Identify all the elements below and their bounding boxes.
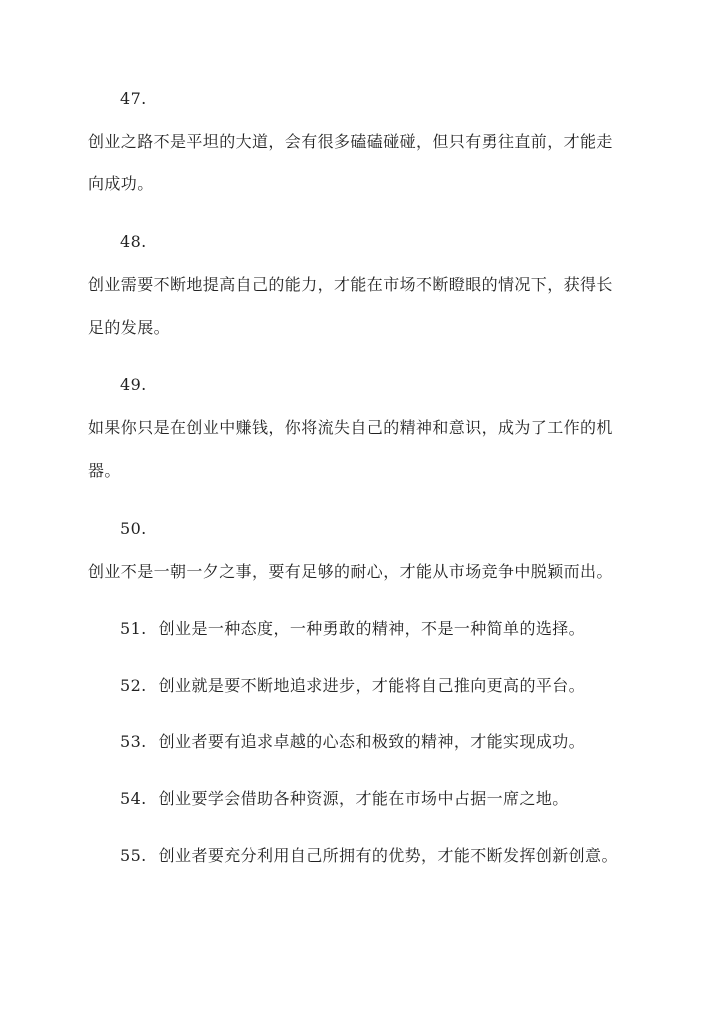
item-text: 创业是一种态度，一种勇敢的精神，不是一种简单的选择。: [158, 619, 586, 638]
list-item: [120, 618, 680, 640]
item-number: 48.: [120, 232, 147, 251]
item-number: 49.: [120, 375, 147, 394]
item-text: 创业就是要不断地追求进步，才能将自己推向更高的平台。: [158, 676, 586, 695]
list-item: [120, 731, 680, 753]
item-text: 创业者要充分利用自己所拥有的优势，才能不断发挥创新创意。: [158, 846, 618, 865]
item-number: 55.: [120, 846, 147, 865]
item-text: 创业要学会借助各种资源，才能在市场中占据一席之地。: [158, 789, 569, 808]
item-text-line: 向成功。: [88, 174, 154, 193]
item-number: 50.: [120, 519, 147, 538]
list-item: [120, 845, 680, 867]
item-text-line: 创业不是一朝一夕之事，要有足够的耐心，才能从市场竞争中脱颖而出。: [88, 562, 613, 581]
list-item: [120, 788, 680, 810]
item-text-line: 足的发展。: [88, 318, 171, 337]
item-text: 创业者要有追求卓越的心态和极致的精神，才能实现成功。: [158, 732, 586, 751]
item-number: 51.: [120, 619, 147, 638]
item-number: 47.: [120, 89, 147, 108]
item-number: 53.: [120, 732, 147, 751]
item-number: 54.: [120, 789, 147, 808]
item-text-line: 创业之路不是平坦的大道，会有很多磕磕碰碰，但只有勇往直前，才能走: [88, 132, 613, 151]
item-text-line: 创业需要不断地提高自己的能力，才能在市场不断瞪眼的情况下，获得长: [88, 275, 613, 294]
item-text-line: 如果你只是在创业中赚钱，你将流失自己的精神和意识，成为了工作的机: [88, 418, 613, 437]
item-number: 52.: [120, 676, 147, 695]
list-item: [120, 675, 680, 697]
item-text-line: 器。: [88, 461, 121, 480]
